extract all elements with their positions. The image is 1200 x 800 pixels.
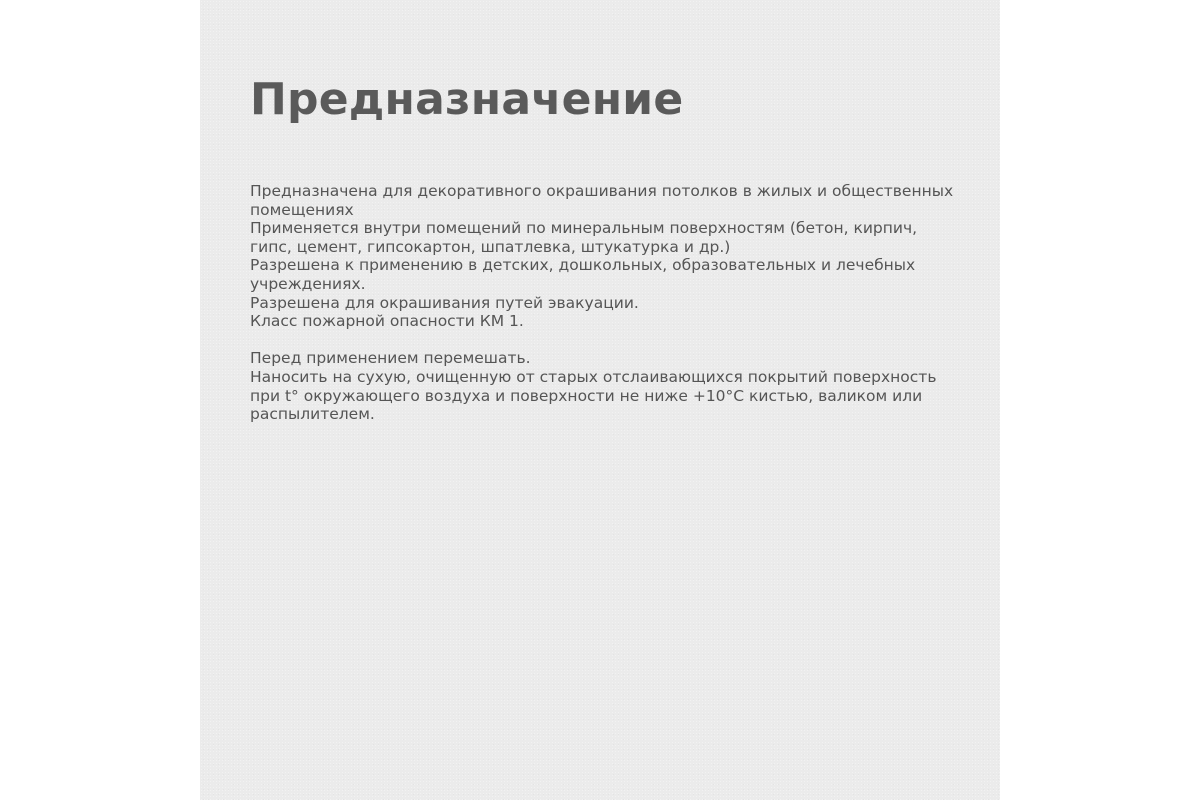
text-line: Разрешена для окрашивания путей эвакуации. <box>250 293 639 312</box>
text-line: Предназначена для декоративного окрашивания потолков в жилых и общественных <box>250 182 954 200</box>
text-line: распылителем. <box>250 405 375 424</box>
text-line: Перед применением перемешать. <box>250 349 531 368</box>
text-line: учреждениях. <box>250 274 366 293</box>
text-line: Наносить на сухую, очищенную от старых отслаивающихся покрытий поверхность <box>250 367 937 386</box>
application-paragraph <box>250 349 985 423</box>
text-line: Класс пожарной опасности КМ 1. <box>250 312 524 331</box>
text-line: Разрешена к применению в детских, дошкольных, образовательных и лечебных <box>250 256 916 275</box>
text-line: гипс, цемент, гипсокартон, шпатлевка, штукатурка и др.) <box>250 237 731 256</box>
text-line: Применяется внутри помещений по минеральным поверхностям (бетон, кирпич, <box>250 219 918 238</box>
text-line: при t° окружающего воздуха и поверхности не ниже +10°С кистью, валиком или <box>250 386 923 405</box>
purpose-paragraph <box>250 182 985 331</box>
info-card <box>200 0 1000 800</box>
text-line: помещениях <box>250 200 354 219</box>
paragraph-spacer <box>250 331 985 350</box>
page-title: Предназначение <box>250 74 684 125</box>
description-body <box>250 182 985 424</box>
